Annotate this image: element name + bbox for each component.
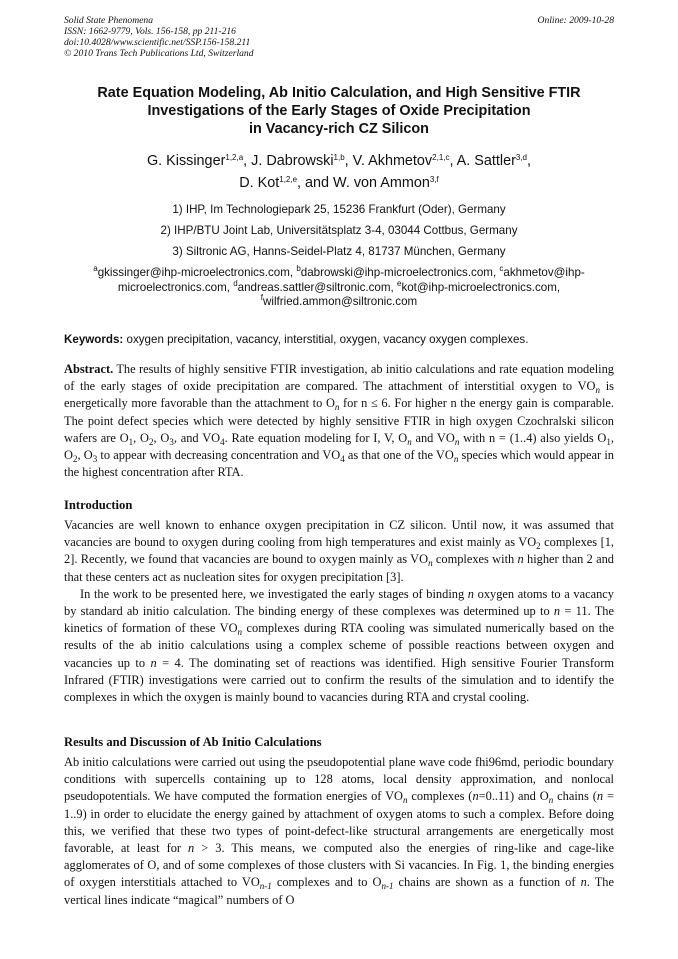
subscript: 1 [128,436,134,447]
author-line [40,150,638,172]
introduction-body [64,517,614,706]
paragraph [64,754,614,909]
section-heading-introduction: Introduction [64,498,133,512]
subscript: 2 [149,436,154,447]
subscript: 2 [536,541,541,552]
keywords-label: Keywords: [64,333,124,346]
italic-var: n [472,789,479,804]
abstract-text: for n ≤ 6. For higher n the energy gain is comparable. The point defect species which were detected by highly sensitive FTIR in high oxygen Czochralski silicon wafers are O [64,396,614,445]
author-affil-mark: 1,2,e [279,175,298,184]
italic-var: n [596,789,604,804]
abstract-text: The results of highly sensitive FTIR investigation, ab initio calculations and rate equation modeling of the early stages of oxide precipitation are compared. The attachment of interstitial oxygen to VO [64,362,614,394]
results-body [64,754,614,909]
italic-var: n [580,875,587,890]
abstract-text: , O [77,448,93,463]
abstract-text: species which would appear in the highest concentration after RTA. [64,448,614,480]
abstract-text: with n = (1..4) also yields O [459,430,607,445]
subscript: 4 [220,436,225,447]
paper-title [40,84,638,138]
text: > 3. This means, we computed also the energies of ring-like and cage-like agglomerates of O, and of some complexes of those clusters with Si vacancies. In Fig. 1, the binding energies of oxygen interstitials attached to VO [64,841,614,890]
email-mark: a [93,264,98,273]
email-link[interactable]: gkissinger@ihp-microelectronics.com, [97,266,297,279]
journal-doi: doi:10.4028/www.scientific.net/SSP.156-158.211 [64,37,251,48]
italic-var: n [517,552,524,567]
author-emails [64,266,614,310]
email-link[interactable]: kot@ihp-microelectronics.com, [401,280,561,294]
text: higher than 2 and that these centers act as nucleation sites for oxygen precipitation [3]. [64,552,614,584]
abstract-text: , and VO [173,430,221,445]
email-mark: d [233,278,238,288]
affiliation: 1) IHP, Im Technologiepark 25, 15236 Frankfurt (Oder), Germany [172,203,506,216]
italic-var: n [553,604,561,619]
author-list [40,150,638,194]
author-name: , and W. von Ammon [297,175,430,191]
subscript: 1 [606,436,611,447]
text: chains ( [553,789,597,804]
title-line: Rate Equation Modeling, Ab Initio Calculation, and High Sensitive FTIR [97,85,581,101]
text: = 1..9) in order to elucidate the energy gained by attachment of oxygen atoms to such a complex. Before doing this, we verified that these two types of point-defect-like structural arrangements are energetically most favorable, at least for [64,789,614,856]
keywords-text: oxygen precipitation, vacancy, interstitial, oxygen, vacancy oxygen complexes. [123,333,529,346]
subscript: 3 [92,454,98,465]
text: chains are shown as a function of [393,875,581,890]
author-affil-mark: 3,f [429,175,439,184]
abstract-text: and VO [411,430,455,445]
text: complexes [1, 2]. Recently, we found that vacancies are bound to oxygen mainly as VO [64,535,614,567]
subscript: n [402,795,408,806]
subscript: n-1 [259,881,272,892]
affiliation: 2) IHP/BTU Joint Lab, Universitätsplatz 3-4, 03044 Cottbus, Germany [160,224,518,237]
email-link[interactable]: andreas.sattler@siltronic.com, [237,280,397,294]
email-mark: c [499,264,504,273]
affiliation: 3) Siltronic AG, Hanns-Seidel-Platz 4, 81737 München, Germany [172,245,506,258]
email-mark: b [296,264,301,273]
text: = 11. The kinetics of formation of these VO [64,604,614,636]
italic-var: n [150,655,157,670]
journal-header [64,15,254,59]
email-link[interactable]: dabrowski@ihp-microelectronics.com, [300,266,500,279]
abstract-text: , O [153,430,170,445]
abstract [64,361,614,481]
text: oxygen atoms to a vacancy by standard ab initio calculation. The binding energy of these complexes was determined up to [64,586,614,619]
subscript: n [453,454,459,465]
author-name: D. Kot [239,175,280,191]
journal-copyright: © 2010 Trans Tech Publications Ltd, Switzerland [64,48,254,59]
author-name: , A. Sattler [449,153,516,169]
author-affil-mark: 2,1,c [432,153,450,162]
text: complexes ( [407,789,473,804]
subscript: n [237,627,243,638]
author-affil-mark: 1,2,a [225,153,244,162]
author-name: G. Kissinger [146,153,226,169]
text: =0..11) and O [478,789,549,804]
section-heading-results: Results and Discussion of Ab Initio Calculations [64,735,322,749]
author-name: , V. Akhmetov [344,153,433,169]
email-mark: e [396,278,402,288]
abstract-text: to appear with decreasing concentration and VO [97,448,341,463]
text: In the work to be presented here, we investigated the early stages of binding [80,586,468,601]
text: Ab initio calculations were carried out using the pseudopotential plane wave code fhi96md, periodic boundary conditions with supercells containing up to 128 atoms, local density approximation, and nonlocal pseudopotentials. We have computed the formation energies of VO [64,755,614,804]
subscript: n [334,402,340,413]
text: complexes during RTA cooling was simulated numerically based on the results of the ab initio calculations using a complex scheme of possible reactions between oxygen and vacancies up to [64,621,614,670]
subscript: n [407,436,412,447]
paragraph [64,517,614,586]
title-line: in Vacancy-rich CZ Silicon [249,121,429,137]
text: complexes and to O [271,875,382,890]
journal-name: Solid State Phenomena [64,15,153,26]
email-mark: f [260,293,264,302]
subscript: 2 [72,454,78,465]
subscript: n [595,385,601,396]
text: = 4. The dominating set of reactions was identified. High sensitive Fourier Transform Infrared (FTIR) investigations were carried out to confirm the results of the simulation and to identify the complexes in which the oxygen is mainly bound to vacancies during RTA and crystal cooling. [64,655,614,705]
title-line: Investigations of the Early Stages of Oxide Precipitation [147,103,531,119]
email-link[interactable]: microelectronics.com, [117,280,234,294]
author-name: , J. Dabrowski [243,153,334,169]
abstract-text: . Rate equation modeling for I, V, O [224,430,408,445]
text: Vacancies are well known to enhance oxygen precipitation in CZ silicon. Until now, it was assumed that vacancies are bound to oxygen during cooling from high temperatures and exist mainly as VO [64,518,614,550]
author-separator: , [527,153,531,169]
subscript: n [428,558,433,569]
subscript: n [548,795,554,806]
italic-var: n [467,586,474,601]
email-link[interactable]: akhmetov@ihp- [503,266,585,279]
abstract-text: is energetically more favorable than the attachment to O [64,379,614,411]
paragraph [64,586,614,706]
abstract-text: , O [133,430,150,445]
subscript: 4 [340,454,345,465]
subscript: 3 [169,436,174,447]
abstract-text: as that one of the VO [344,448,454,463]
author-affil-mark: 1,b [333,153,345,162]
online-date: Online: 2009-10-28 [537,15,614,26]
journal-issn: ISSN: 1662-9779, Vols. 156-158, pp 211-216 [64,26,236,37]
abstract-text: , O [64,430,614,463]
text: complexes with [432,552,518,567]
keywords [64,333,614,347]
subscript: n [454,436,460,447]
email-link[interactable]: wilfried.ammon@siltronic.com [263,295,418,308]
abstract-label: Abstract. [64,362,114,376]
text: . The vertical lines indicate “magical” numbers of O [64,875,614,907]
subscript: n-1 [381,881,394,892]
author-affil-mark: 3,d [515,153,527,162]
author-line [40,172,638,194]
italic-var: n [188,841,195,856]
